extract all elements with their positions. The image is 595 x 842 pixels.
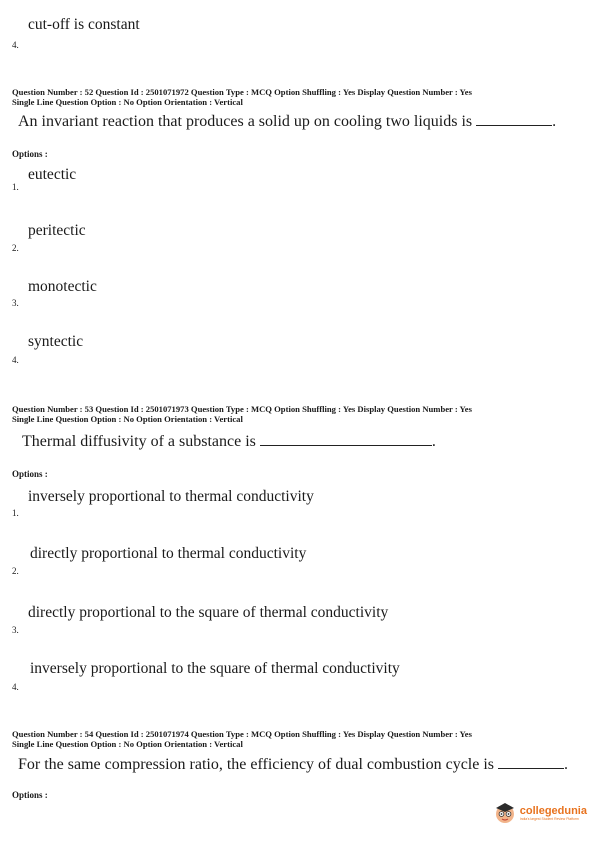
option-number: 3. [12, 625, 19, 635]
question-end: . [431, 433, 436, 450]
option-text: inversely proportional to thermal conductivity [28, 488, 314, 505]
question-meta-line-1: Question Number : 53 Question Id : 2501071973 Question Type : MCQ Option Shuffling : Yes Display Question Number : Yes [12, 404, 472, 414]
question-54-text: For the same compression ratio, the efficiency of dual combustion cycle is [18, 756, 495, 773]
option-text: syntectic [28, 333, 84, 350]
logo-tagline: India's largest Student Review Platform [519, 816, 579, 821]
question-53-text: Thermal diffusivity of a substance is [22, 433, 256, 450]
question-52-text: An invariant reaction that produces a solid up on cooling two liquids is [18, 113, 473, 130]
question-text [18, 113, 556, 131]
option-number: 2. [12, 566, 19, 576]
answer-blank [476, 113, 552, 126]
question-meta [12, 404, 587, 424]
option-number: 4. [12, 40, 19, 50]
option-text: directly proportional to the square of thermal conductivity [28, 604, 389, 621]
answer-blank [498, 756, 564, 769]
option-text: directly proportional to thermal conductivity [30, 545, 307, 562]
question-meta [12, 87, 587, 107]
option-text: inversely proportional to the square of thermal conductivity [30, 660, 400, 677]
collegedunia-logo [493, 800, 587, 826]
question-text [18, 756, 568, 774]
option-text: eutectic [28, 166, 77, 183]
question-text [22, 433, 436, 451]
option-number: 3. [12, 298, 19, 308]
question-meta-line-2: Single Line Question Option : No Option Orientation : Vertical [12, 739, 243, 749]
option-number: 1. [12, 508, 19, 518]
question-meta-line-2: Single Line Question Option : No Option Orientation : Vertical [12, 414, 243, 424]
option-text: cut-off is constant [28, 16, 140, 33]
question-meta-line-2: Single Line Question Option : No Option Orientation : Vertical [12, 97, 243, 107]
option-number: 2. [12, 243, 19, 253]
question-meta-line-1: Question Number : 54 Question Id : 2501071974 Question Type : MCQ Option Shuffling : Yes Display Question Number : Yes [12, 729, 472, 739]
option-text: monotectic [28, 278, 97, 295]
question-end: . [552, 113, 557, 130]
mascot-icon [493, 800, 517, 826]
answer-blank [260, 433, 432, 446]
question-meta-line-1: Question Number : 52 Question Id : 2501071972 Question Type : MCQ Option Shuffling : Yes Display Question Number : Yes [12, 87, 472, 97]
option-number: 4. [12, 355, 19, 365]
options-label: Options : [12, 469, 48, 479]
option-number: 1. [12, 182, 19, 192]
option-number: 4. [12, 682, 19, 692]
logo-wordmark: collegedunia [519, 804, 587, 817]
question-meta [12, 729, 587, 749]
options-label: Options : [12, 790, 48, 800]
question-end: . [564, 756, 569, 773]
options-label: Options : [12, 149, 48, 159]
option-text: peritectic [28, 222, 86, 239]
